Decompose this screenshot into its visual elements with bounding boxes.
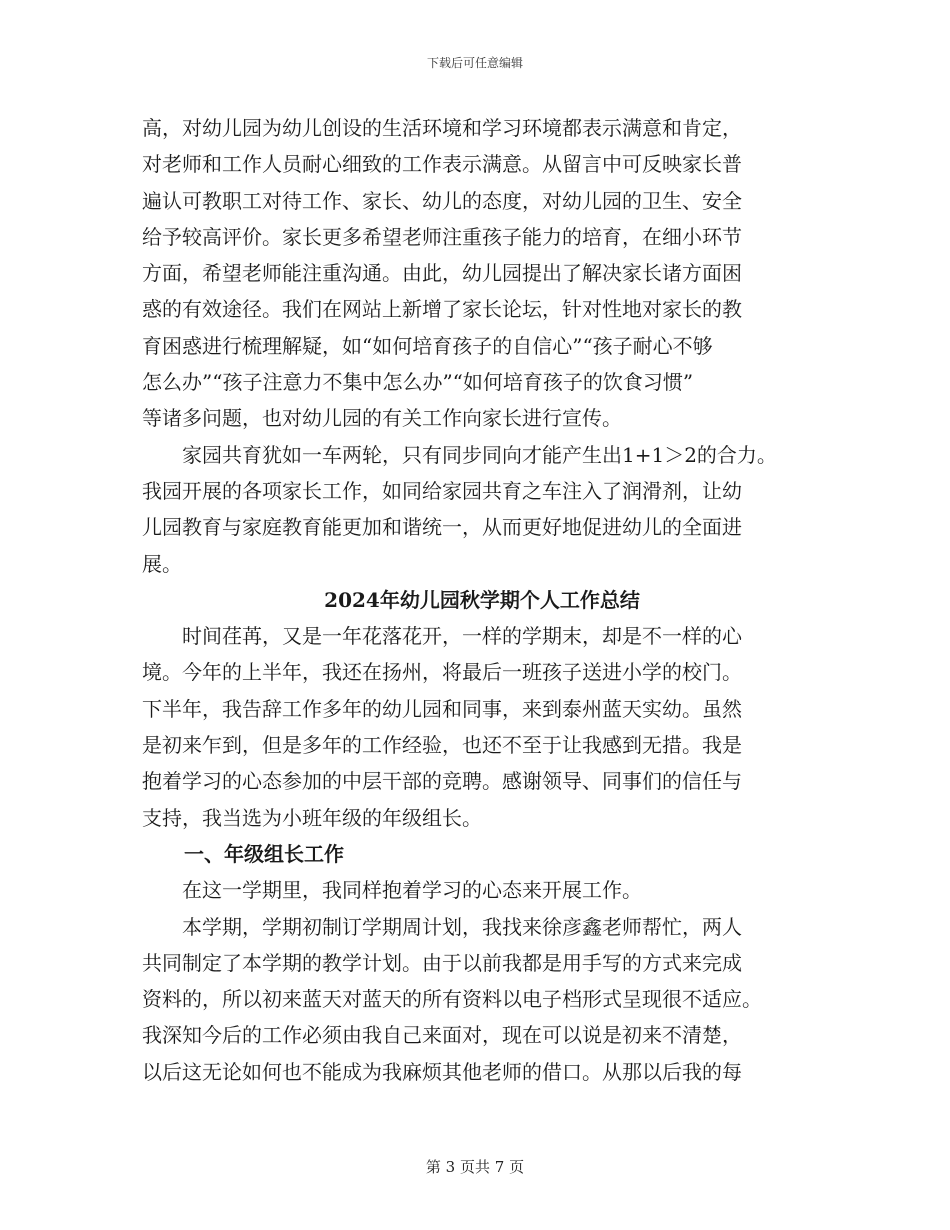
page-header-note: 下载后可任意编辑 — [426, 56, 523, 70]
body-line: 家园共育犹如一车两轮，只有同步同向才能产生出1+1＞2的合力。 — [142, 442, 777, 467]
body-line: 遍认可教职工对待工作、家长、幼儿的态度，对幼儿园的卫生、安全 — [142, 188, 742, 213]
body-line: 下半年，我告辞工作多年的幼儿园和同事，来到泰州蓝天实幼。虽然 — [142, 696, 742, 721]
body-line: 高，对幼儿园为幼儿创设的生活环境和学习环境都表示满意和肯定， — [142, 116, 742, 140]
body-line: 等诸多问题，也对幼儿园的有关工作向家长进行宣传。 — [142, 406, 622, 431]
body-line: 时间荏苒，又是一年花落花开，一样的学期末，却是不一样的心 — [142, 624, 742, 649]
body-line: 怎么办”“孩子注意力不集中怎么办”“如何培育孩子的饮食习惯” — [142, 370, 694, 395]
body-line: 给予较高评价。家长更多希望老师注重孩子能力的培育，在细小环节 — [142, 224, 742, 249]
body-line: 对老师和工作人员耐心细致的工作表示满意。从留言中可反映家长普 — [142, 152, 742, 177]
body-line: 共同制定了本学期的教学计划。由于以前我都是用手写的方式来完成 — [142, 950, 742, 975]
body-line: 儿园教育与家庭教育能更加和谐统一，从而更好地促进幼儿的全面进 — [142, 515, 742, 540]
body-line: 在这一学期里，我同样抱着学习的心态来开展工作。 — [142, 878, 642, 903]
body-line: 资料的，所以初来蓝天对蓝天的所有资料以电子档形式呈现很不适应。 — [142, 987, 762, 1012]
body-line: 我深知今后的工作必须由我自己来面对，现在可以说是初来不清楚， — [142, 1023, 742, 1048]
body-line: 本学期，学期初制订学期周计划，我找来徐彦鑫老师帮忙，两人 — [142, 914, 742, 939]
body-line: 育困惑进行梳理解疑，如“如何培育孩子的自信心”“孩子耐心不够 — [142, 333, 713, 358]
section-heading: 一、年级组长工作 — [184, 841, 344, 866]
page-number: 第 3 页共 7 页 — [425, 1158, 525, 1176]
body-line: 方面，希望老师能注重沟通。由此，幼儿园提出了解决家长诸方面困 — [142, 261, 742, 286]
body-line: 是初来乍到，但是多年的工作经验，也还不至于让我感到无措。我是 — [142, 733, 742, 758]
body-line: 境。今年的上半年，我还在扬州，将最后一班孩子送进小学的校门。 — [142, 660, 742, 685]
section-title: 2024年幼儿园秋学期个人工作总结 — [324, 587, 640, 612]
body-line: 惑的有效途径。我们在网站上新增了家长论坛，针对性地对家长的教 — [142, 297, 742, 322]
body-line: 展。 — [142, 551, 182, 576]
body-line: 支持，我当选为小班年级的年级组长。 — [142, 805, 482, 830]
body-line: 我园开展的各项家长工作，如同给家园共育之车注入了润滑剂，让幼 — [142, 478, 742, 503]
body-line: 抱着学习的心态参加的中层干部的竞聘。感谢领导、同事们的信任与 — [142, 769, 742, 794]
document-body — [142, 110, 822, 1090]
body-line: 以后这无论如何也不能成为我麻烦其他老师的借口。从那以后我的每 — [142, 1059, 742, 1084]
